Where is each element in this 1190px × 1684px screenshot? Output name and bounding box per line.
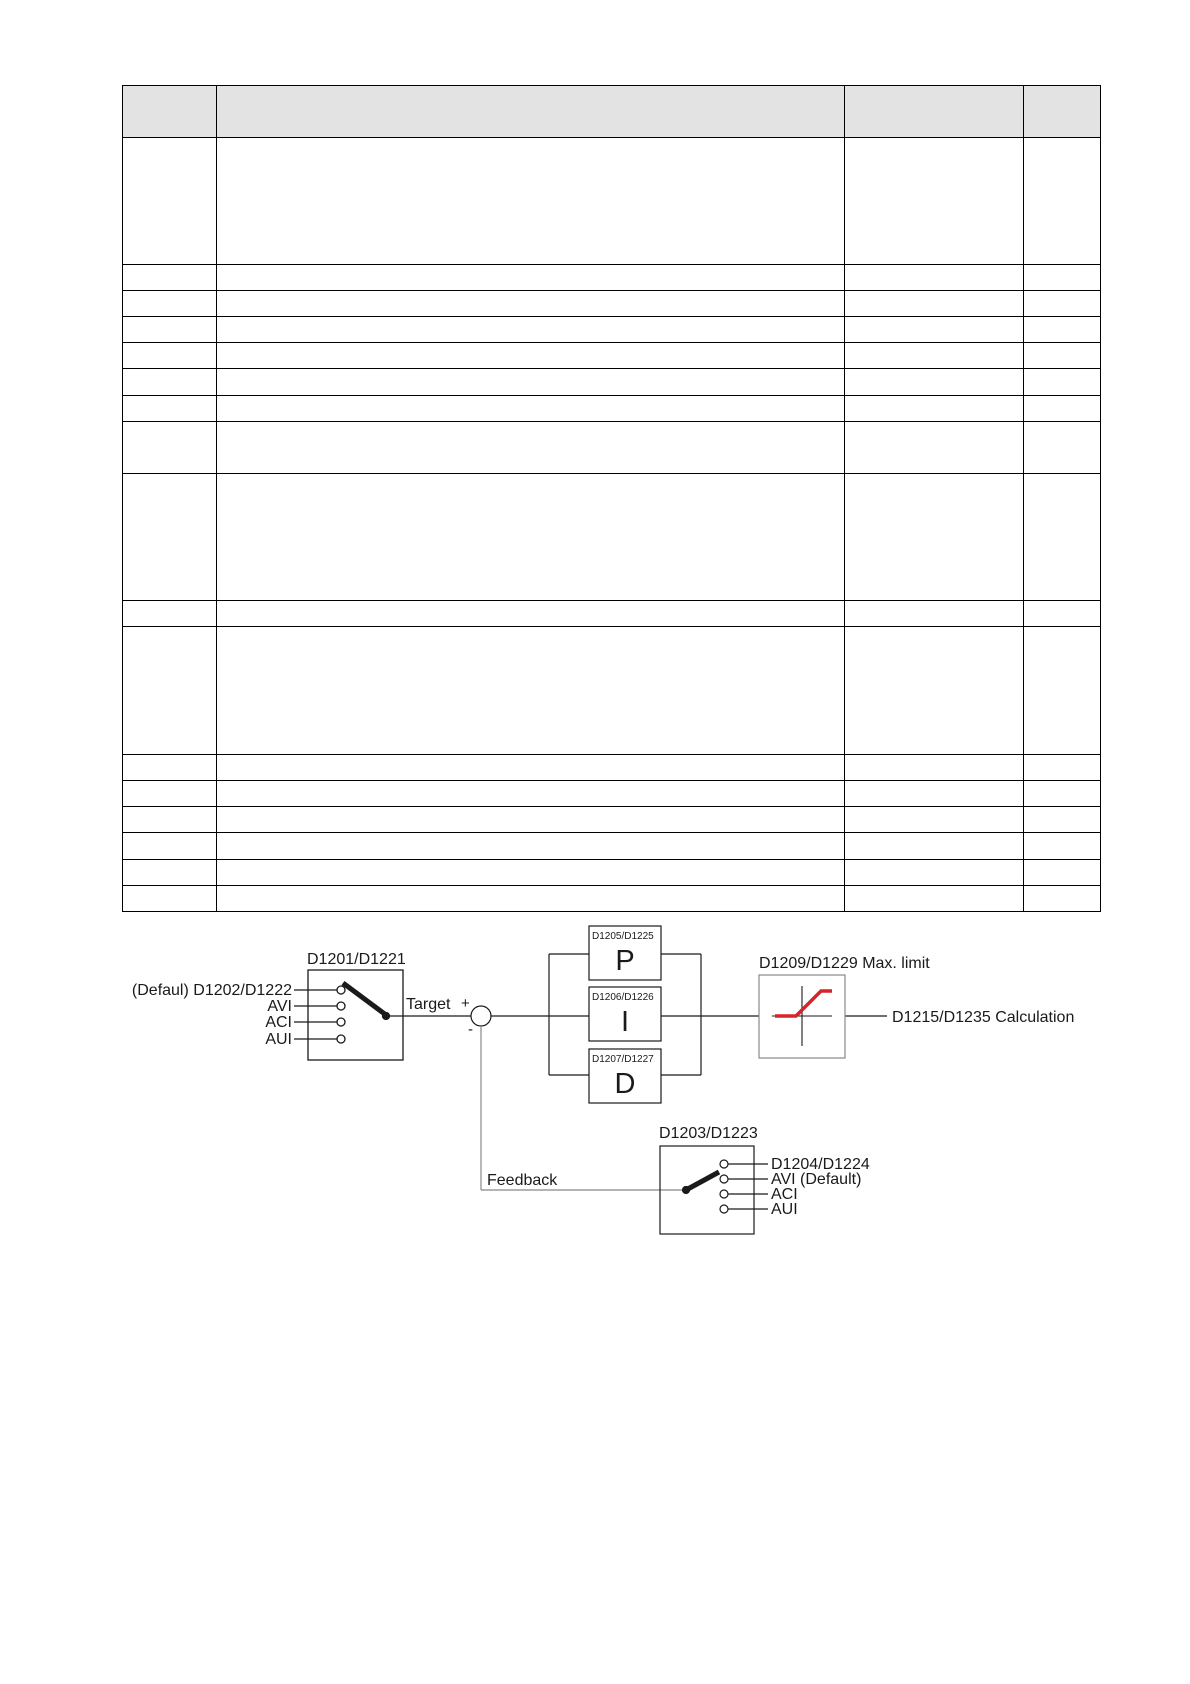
d-register: D1207/D1227 (592, 1054, 654, 1065)
minus-sign: - (468, 1021, 473, 1038)
p-register: D1205/D1225 (592, 931, 654, 942)
switch-contact (720, 1175, 728, 1183)
switch-lever (343, 983, 386, 1015)
feedback-input-label: ACI (771, 1186, 798, 1203)
p-block (589, 926, 661, 980)
target-selector (294, 970, 471, 1060)
i-block (589, 987, 661, 1041)
switch-contact (720, 1190, 728, 1198)
target-input-label: (Defaul) D1202/D1222 (131, 982, 292, 999)
switch2-title: D1203/D1223 (659, 1125, 758, 1142)
plus-sign: + (461, 995, 470, 1012)
limit-title: D1209/D1229 Max. limit (759, 955, 930, 972)
i-register: D1206/D1226 (592, 992, 654, 1003)
d-block (589, 1049, 661, 1103)
switch-contact (720, 1205, 728, 1213)
feedback-label: Feedback (487, 1172, 558, 1189)
feedback-switch-lever (686, 1172, 719, 1190)
switch-contact (337, 1018, 345, 1026)
p-letter: P (615, 945, 635, 977)
target-input-label: ACI (265, 1014, 292, 1031)
feedback-input-label: AUI (771, 1201, 798, 1218)
switch-contact (337, 1002, 345, 1010)
switch-contact (337, 986, 345, 994)
output-label: D1215/D1235 Calculation (892, 1009, 1075, 1026)
feedback-switch-pivot (683, 1187, 690, 1194)
limiter-block (759, 975, 845, 1058)
i-letter: I (620, 1006, 630, 1038)
switch-contact (337, 1035, 345, 1043)
feedback-input-label: D1204/D1224 (771, 1156, 870, 1173)
feedback-input-label: AVI (Default) (771, 1171, 862, 1188)
d-letter: D (614, 1068, 636, 1100)
switch-contact (720, 1160, 728, 1168)
target-label: Target (406, 996, 451, 1013)
target-input-label: AVI (267, 998, 292, 1015)
switch1-title: D1201/D1221 (307, 951, 406, 968)
summing-junction (471, 1006, 491, 1026)
target-input-label: AUI (265, 1031, 292, 1048)
